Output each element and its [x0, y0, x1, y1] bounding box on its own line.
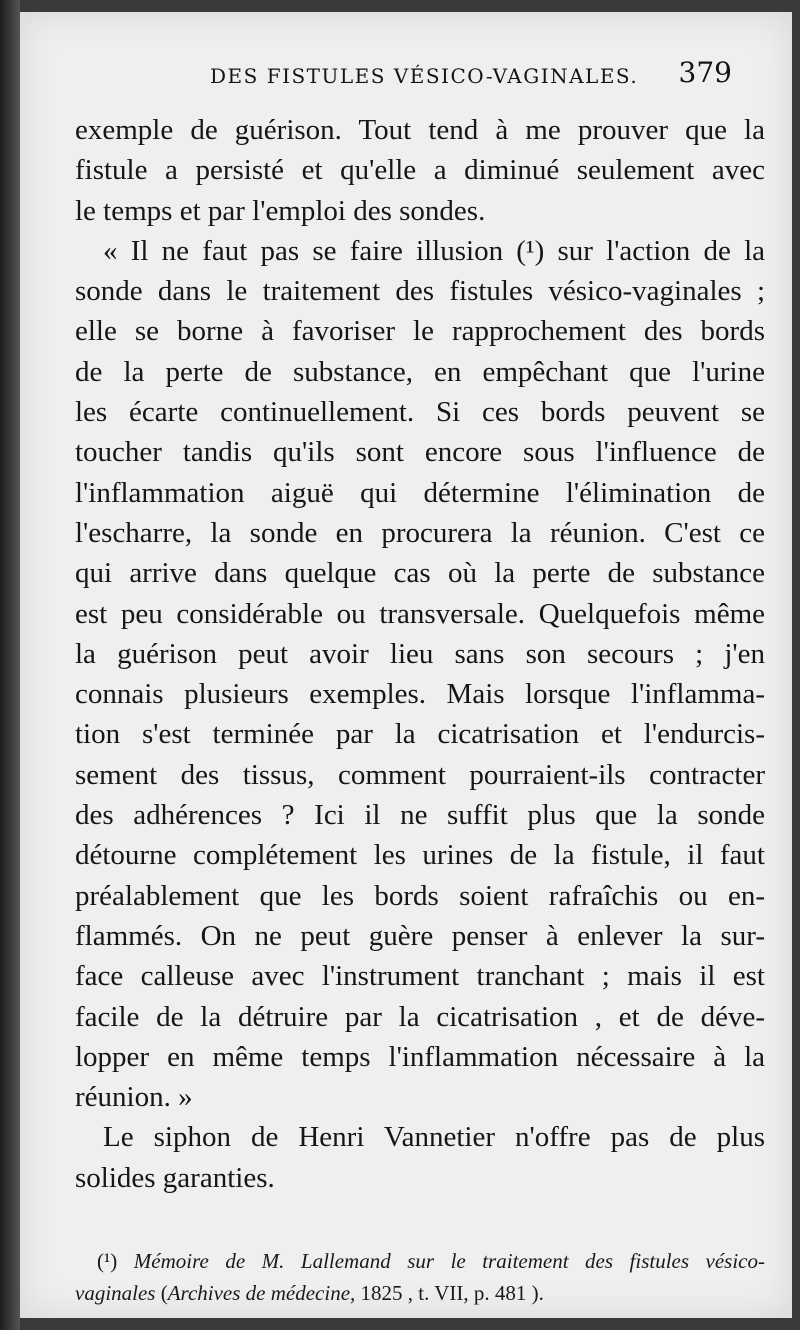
text-line: le temps et par l'emploi des sondes.: [75, 194, 486, 227]
footnote-marker: (¹): [97, 1249, 118, 1273]
text-line: face calleuse avec l'instrument tranchant ; mais il est: [75, 960, 765, 993]
footnote-citation-title: Mémoire de M. Lallemand sur le traitement des fistules vésico-: [133, 1249, 765, 1273]
footnote-line-2: [75, 1277, 765, 1309]
text-line: lopper en même temps l'inflammation nécessaire à la: [75, 1040, 765, 1073]
text-line: préalablement que les bords soient rafraîchis ou en-: [75, 879, 765, 912]
footnote-paren-open: (: [155, 1281, 168, 1305]
footnote: [75, 1245, 765, 1309]
text-line: l'inflammation aiguë qui détermine l'élimination de: [75, 476, 765, 509]
footnote-reference: 1825 , t. VII, p. 481 ).: [355, 1281, 544, 1305]
text-line: flammés. On ne peut guère penser à enlever la sur-: [75, 919, 765, 952]
text-line: tion s'est terminée par la cicatrisation et l'endurcis-: [75, 718, 765, 751]
text-line: réunion. »: [75, 1081, 193, 1114]
book-page: [20, 12, 792, 1318]
text-line: solides garanties.: [75, 1161, 275, 1194]
text-line: détourne complétement les urines de la fistule, il faut: [75, 839, 765, 872]
text-line: des adhérences ? Ici il ne suffit plus que la sonde: [75, 799, 765, 832]
page-number: 379: [678, 56, 732, 89]
text-line: elle se borne à favoriser le rapprochement des bords: [75, 315, 765, 348]
text-line: de la perte de substance, en empêchant que l'urine: [75, 355, 765, 388]
text-line: l'escharre, la sonde en procurera la réunion. C'est ce: [75, 516, 765, 549]
text-line: « Il ne faut pas se faire illusion (¹) sur l'action de la: [103, 234, 765, 267]
text-line: les écarte continuellement. Si ces bords peuvent se: [75, 396, 765, 429]
text-line: toucher tandis qu'ils sont encore sous l'influence de: [75, 436, 765, 469]
text-line: la guérison peut avoir lieu sans son secours ; j'en: [75, 637, 765, 670]
scan-edge-shadow: [0, 0, 20, 1330]
text-line: sonde dans le traitement des fistules vésico-vaginales ;: [75, 275, 765, 308]
footnote-journal: Archives de médecine,: [167, 1281, 356, 1305]
text-line: fistule a persisté et qu'elle a diminué seulement avec: [75, 154, 765, 187]
text-line: exemple de guérison. Tout tend à me prouver que la: [75, 114, 765, 146]
text-line: sement des tissus, comment pourraient-ils contracter: [75, 758, 765, 791]
footnote-citation-continuation: vaginales: [75, 1281, 156, 1305]
text-line: est peu considérable ou transversale. Quelquefois même: [75, 597, 765, 630]
text-line: Le siphon de Henri Vannetier n'offre pas de plus: [103, 1121, 765, 1154]
body-text: [75, 110, 765, 1198]
text-line: connais plusieurs exemples. Mais lorsque l'inflamma-: [75, 678, 765, 711]
running-title: DES FISTULES VÉSICO-VAGINALES.: [210, 64, 639, 88]
footnote-line-1: [75, 1245, 765, 1277]
text-line: facile de la détruire par la cicatrisation , et de déve-: [75, 1000, 765, 1033]
text-line: qui arrive dans quelque cas où la perte de substance: [75, 557, 765, 590]
page-header: [210, 56, 732, 96]
